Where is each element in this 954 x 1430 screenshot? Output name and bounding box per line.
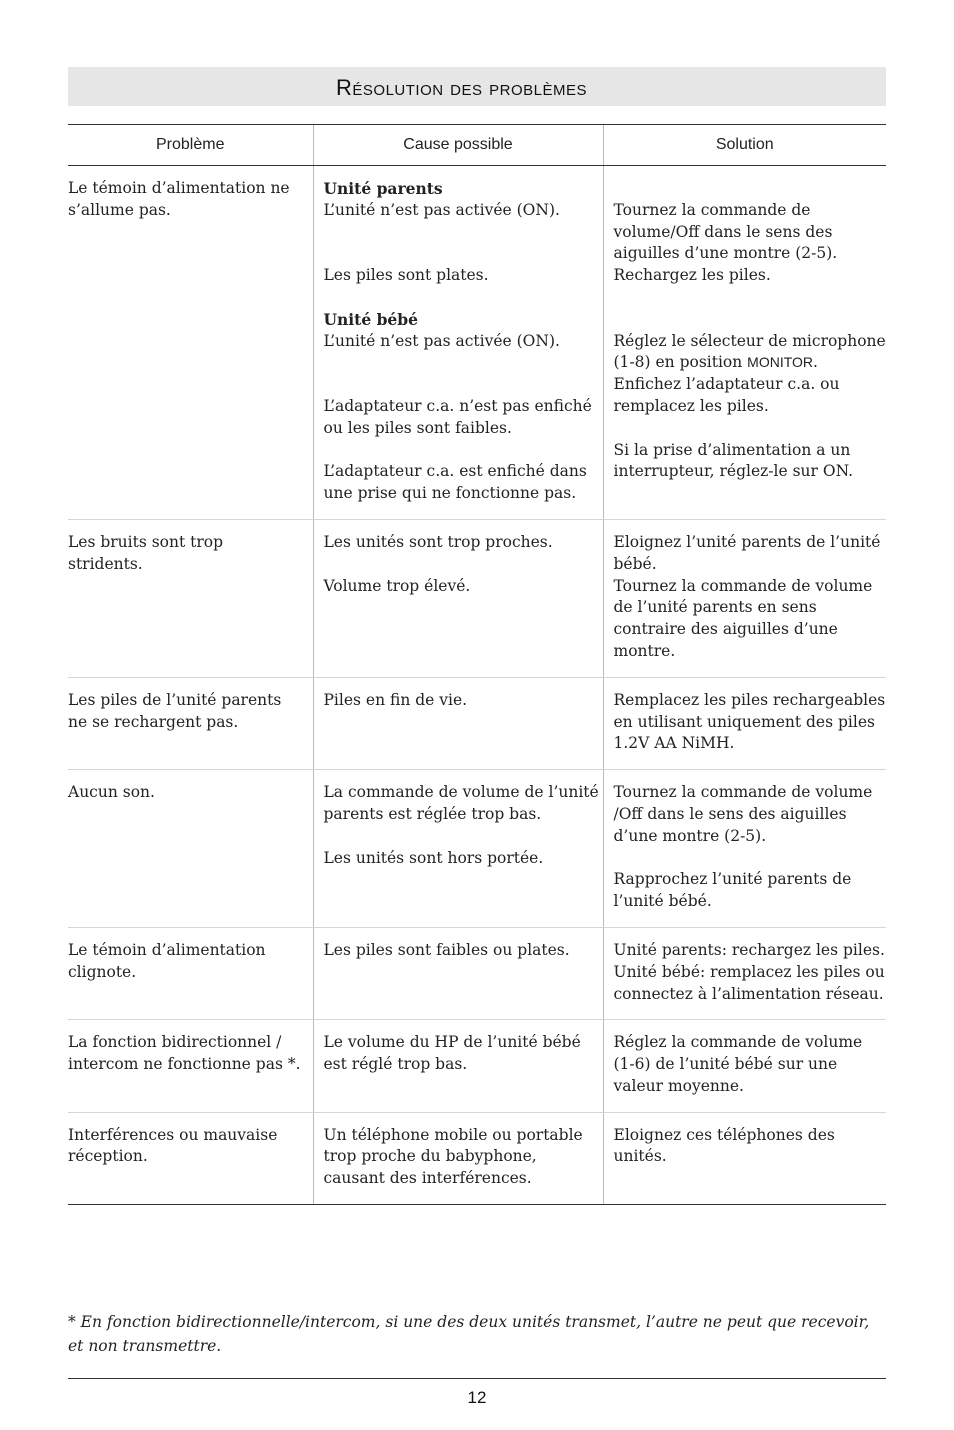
table-row <box>68 519 886 677</box>
problem-cell: Aucun son. <box>68 770 313 928</box>
header-solution: Solution <box>603 125 886 166</box>
cause-text: L’adaptateur c.a. est enfiché dans une prise qui ne fonctionne pas. <box>323 462 587 503</box>
section-title-bar <box>68 67 886 106</box>
cause-cell <box>313 927 603 1019</box>
table-row <box>68 770 886 928</box>
cause-text: Les unités sont trop proches. <box>323 532 553 551</box>
table-row <box>68 166 886 520</box>
footnote: * En fonction bidirectionnelle/intercom, si une des deux unités transmet, l’autre ne peut que recevoir, et non transmettre. <box>68 1313 870 1355</box>
cause-text: Les piles sont faibles ou plates. <box>323 940 570 959</box>
cause-text: Le volume du HP de l’unité bébé est réglé trop bas. <box>323 1033 581 1074</box>
cause-cell <box>313 770 603 928</box>
solution-cell <box>603 927 886 1019</box>
table-row <box>68 1020 886 1112</box>
solution-cell <box>603 677 886 769</box>
table-row <box>68 677 886 769</box>
header-problem: Problème <box>68 125 313 166</box>
solution-text: Si la prise d’alimentation a un interrupteur, réglez-le sur ON. <box>613 440 854 481</box>
cause-text: L’unité n’est pas activée (ON). <box>323 200 560 219</box>
table-row <box>68 927 886 1019</box>
page-number: 12 <box>467 1388 487 1407</box>
section-title: Résolution des problèmes <box>336 75 587 100</box>
solution-text: Tournez la commande de volume /Off dans le sens des aiguilles d’une montre (2-5). <box>613 783 873 845</box>
solution-text: Tournez la commande de volume/Off dans le sens des aiguilles d’une montre (2-5). <box>613 200 838 263</box>
unit-bebe-label: Unité bébé <box>323 309 418 329</box>
solution-text: Eloignez l’unité parents de l’unité bébé. <box>613 532 881 573</box>
solution-text: Unité parents: rechargez les piles. Unité bébé: remplacez les piles ou connectez à l’alimentation réseau. <box>613 940 885 1003</box>
cause-text: Volume trop élevé. <box>323 576 471 595</box>
problem-cell: Le témoin d’alimentation clignote. <box>68 927 313 1019</box>
problem-cell: Les piles de l’unité parents ne se rechargent pas. <box>68 677 313 769</box>
cause-cell <box>313 519 603 677</box>
problem-cell: Le témoin d’alimentation ne s’allume pas. <box>68 166 313 520</box>
solution-text: Enfichez l’adaptateur c.a. ou remplacez les piles. <box>613 375 840 415</box>
cause-text: Un téléphone mobile ou portable trop proche du babyphone, causant des interférences. <box>323 1125 583 1188</box>
solution-text: Réglez la commande de volume (1-6) de l’unité bébé sur une valeur moyenne. <box>613 1033 863 1095</box>
header-cause: Cause possible <box>313 125 603 166</box>
table-header-row <box>68 125 886 166</box>
solution-cell <box>603 519 886 677</box>
solution-cell <box>603 1112 886 1204</box>
cause-cell <box>313 1020 603 1112</box>
solution-cell <box>603 770 886 928</box>
cause-text: La commande de volume de l’unité parents est réglée trop bas. <box>323 783 599 823</box>
cause-cell <box>313 677 603 769</box>
solution-text: Eloignez ces téléphones des unités. <box>613 1125 835 1166</box>
cause-text: Les piles sont plates. <box>323 266 489 285</box>
unit-parents-label: Unité parents <box>323 179 443 198</box>
cause-cell <box>313 166 603 520</box>
table-row <box>68 1112 886 1204</box>
solution-text: Réglez le sélecteur de microphone (1-8) en position MONITOR. <box>613 331 886 372</box>
cause-text: L’unité n’est pas activée (ON). <box>323 331 560 350</box>
problem-cell: Les bruits sont trop stridents. <box>68 519 313 677</box>
cause-text: Piles en fin de vie. <box>323 690 468 709</box>
cause-text: Les unités sont hors portée. <box>323 848 544 867</box>
problem-cell: Interférences ou mauvaise réception. <box>68 1112 313 1204</box>
solution-text: Rechargez les piles. <box>613 266 771 285</box>
footer-divider <box>68 1378 886 1379</box>
troubleshooting-table <box>68 124 886 1205</box>
cause-text: L’adaptateur c.a. n’est pas enfiché ou les piles sont faibles. <box>323 396 592 437</box>
monitor-label: MONITOR <box>747 354 814 371</box>
solution-text: Tournez la commande de volume de l’unité parents en sens contraire des aiguilles d’une montre. <box>613 576 873 660</box>
solution-cell <box>603 166 886 520</box>
problem-cell: La fonction bidirectionnel / intercom ne fonctionne pas *. <box>68 1020 313 1112</box>
solution-text: Rapprochez l’unité parents de l’unité bébé. <box>613 870 852 911</box>
solution-cell <box>603 1020 886 1112</box>
solution-text: Remplacez les piles rechargeables en utilisant uniquement des piles 1.2V AA NiMH. <box>613 690 886 753</box>
cause-cell <box>313 1112 603 1204</box>
